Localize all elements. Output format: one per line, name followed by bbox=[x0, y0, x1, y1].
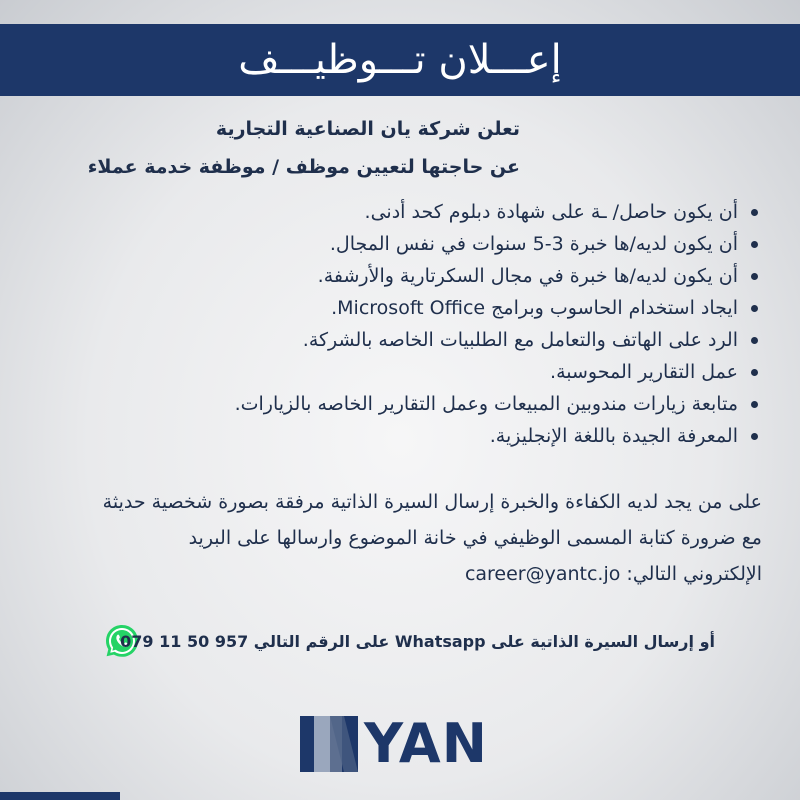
requirement-item: أن يكون لديه/ها خبرة 3-5 سنوات في نفس المجال. bbox=[40, 228, 760, 260]
requirements-list bbox=[40, 196, 760, 452]
requirement-item: ايجاد استخدام الحاسوب وبرامج Microsoft Office. bbox=[40, 292, 760, 324]
requirement-item: متابعة زيارات مندوبين المبيعات وعمل التقارير الخاصه بالزيارات. bbox=[40, 388, 760, 420]
bullet-icon bbox=[751, 305, 758, 312]
instructions-line: على من يجد لديه الكفاءة والخبرة إرسال السيرة الذاتية مرفقة بصورة شخصية حديثة bbox=[102, 491, 762, 513]
company-logo bbox=[300, 712, 500, 775]
bullet-icon bbox=[751, 241, 758, 248]
instructions-line: الإلكتروني التالي: career@yantc.jo bbox=[464, 563, 762, 585]
application-instructions bbox=[40, 484, 762, 592]
bullet-icon bbox=[751, 209, 758, 216]
header-banner bbox=[0, 24, 800, 96]
requirement-item: المعرفة الجيدة باللغة الإنجليزية. bbox=[40, 420, 760, 452]
email-link[interactable]: career@yantc.jo bbox=[464, 563, 621, 585]
bullet-icon bbox=[751, 273, 758, 280]
whatsapp-contact bbox=[100, 620, 720, 664]
page-title: إعـــلان تـــوظيـــف bbox=[238, 37, 562, 83]
bullet-icon bbox=[751, 369, 758, 376]
logo-text: YAN bbox=[364, 712, 488, 775]
job-title-line: عن حاجتها لتعيين موظف / موظفة خدمة عملاء bbox=[87, 156, 520, 178]
bullet-icon bbox=[751, 401, 758, 408]
requirement-item: الرد على الهاتف والتعامل مع الطلبيات الخاصه بالشركة. bbox=[40, 324, 760, 356]
bottom-accent-bar bbox=[0, 792, 120, 800]
instructions-line: مع ضرورة كتابة المسمى الوظيفي في خانة الموضوع وارسالها على البريد bbox=[188, 527, 762, 549]
requirement-item: أن يكون لديه/ها خبرة في مجال السكرتارية والأرشفة. bbox=[40, 260, 760, 292]
logo-mark-icon bbox=[300, 716, 364, 774]
requirement-item: أن يكون حاصل/ ـة على شهادة دبلوم كحد أدنى. bbox=[40, 196, 760, 228]
whatsapp-number-text: أو إرسال السيرة الذاتية على Whatsapp على الرقم التالي 957 50 11 079 bbox=[120, 632, 715, 651]
bullet-icon bbox=[751, 337, 758, 344]
bullet-icon bbox=[751, 433, 758, 440]
company-announcement: تعلن شركة يان الصناعية التجارية bbox=[215, 118, 520, 140]
requirement-item: عمل التقارير المحوسبة. bbox=[40, 356, 760, 388]
